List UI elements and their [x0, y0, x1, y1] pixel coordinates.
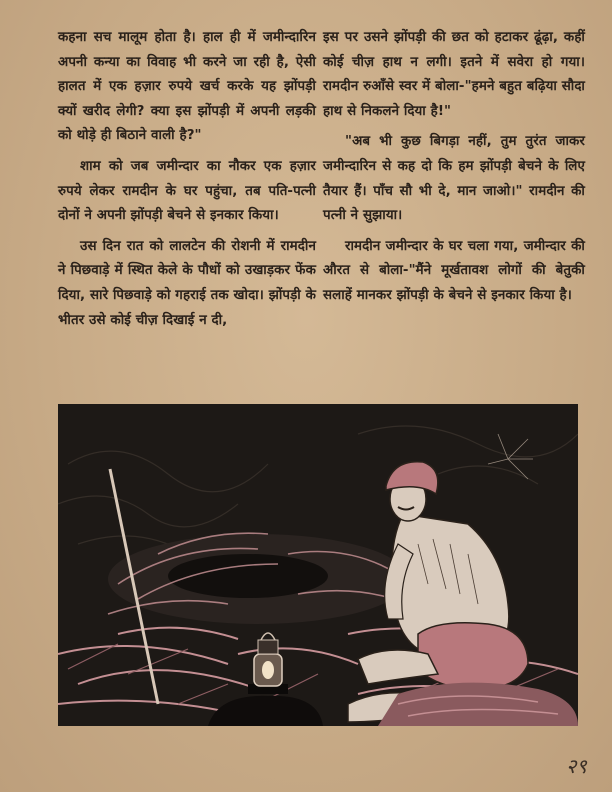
- paragraph: रामदीन जमीन्दार के घर चला गया, जमीन्दार की औरत से बोला-"मैंने मूर्खतावश लोगों की बेतुकी सलाहें मानकर झोंपड़ी के बेचने से इनकार किया है।: [323, 238, 585, 303]
- story-illustration: [58, 404, 578, 726]
- paragraph: इस पर उसने झोंपड़ी की छत को हटाकर ढूंढ़ा, कहीं कोई चीज़ हाथ न लगी। इतने में सवेरा हो गया। रामदीन रुआँसे स्वर में बोला-"हमने बहुत बढ़िया सौदा हाथ से निकलने दिया है!": [323, 30, 585, 119]
- paragraph: "अब भी कुछ बिगड़ा नहीं, तुम तुरंत जाकर जमीन्दारिन से कह दो कि हम झोंपड़ी बेचने के लिए तैयार हैं। पाँच सौ भी दे, मान जाओ।" रामदीन की पत्नी ने सुझाया।: [323, 134, 585, 224]
- page-number: २९: [566, 754, 587, 778]
- right-text-column: [323, 26, 585, 315]
- left-text-column: [58, 26, 316, 339]
- paragraph: कहना सच मालूम होता है। हाल ही में जमीन्दारिन अपनी कन्या का विवाह भी करने जा रही है, ऐसी हालत में एक हज़ार रुपये खर्च करके यह झोंपड़ी क्यों खरीद लेगी? क्या इस झोंपड़ी में अपनी लड़की को थोड़े ही बिठाने वाली है?": [58, 30, 316, 144]
- paragraph: शाम को जब जमीन्दार का नौकर एक हज़ार रुपये लेकर रामदीन के घर पहुंचा, तब पति-पत्नी दोनों ने अपनी झोंपड़ी बेचने से इनकार किया।: [58, 158, 316, 224]
- illustration-drawing: [58, 404, 578, 726]
- paragraph: उस दिन रात को लालटेन की रोशनी में रामदीन ने पिछवाड़े में स्थित केले के पौधों को उखाड़कर फेंक दिया, सारे पिछवाड़े को गहराई तक खोदा। झोंपड़ी के भीतर उसे कोई चीज़ दिखाई न दी,: [58, 238, 316, 328]
